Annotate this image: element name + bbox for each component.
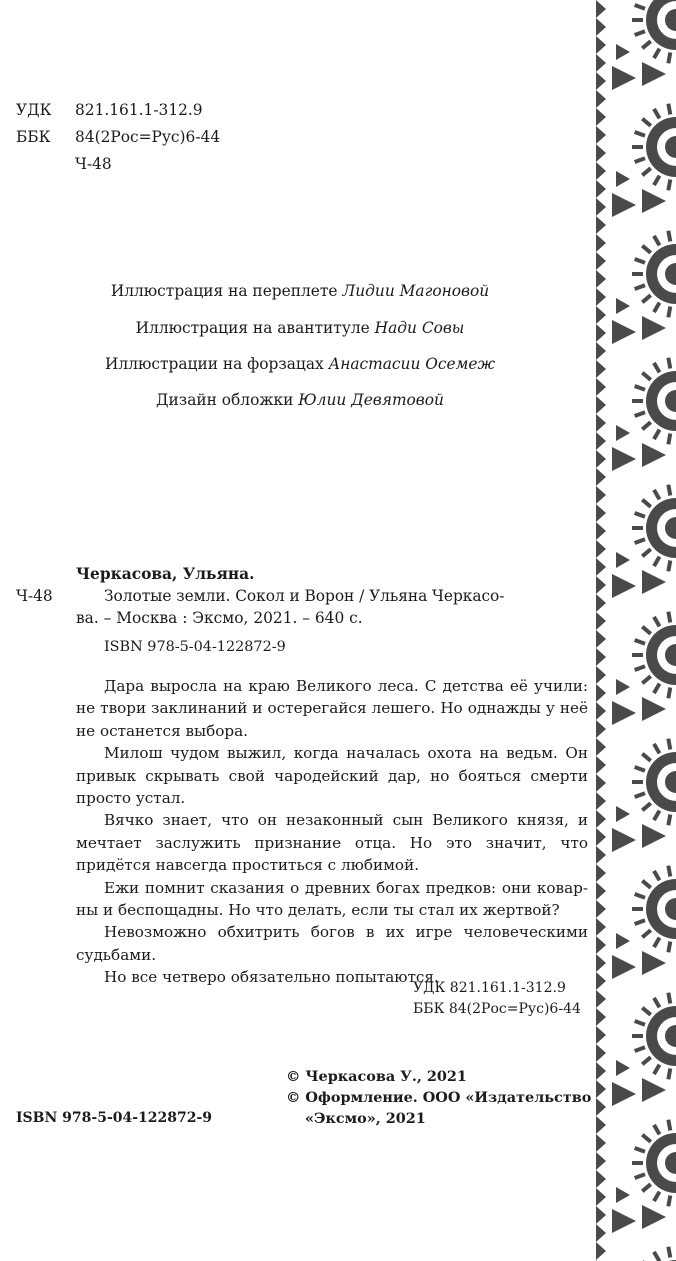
annotation-paragraph: Ежи помнит сказания о древних богах предков: они коварны и беспощадны. Но что делать, если ты стал их жертвой? <box>76 878 588 920</box>
credit-line: Дизайн обложки Юлии Девятовой <box>156 391 444 409</box>
ornament-shape <box>654 1252 660 1261</box>
ornament-shape <box>642 824 666 848</box>
ornament-shape <box>668 485 670 496</box>
ornament-shape <box>635 767 645 771</box>
ornament-shape <box>654 363 660 373</box>
ornament-shape <box>668 104 670 115</box>
ornament-shape <box>612 955 636 979</box>
ornament-shape <box>654 490 660 500</box>
ornament-shape <box>642 189 666 213</box>
ornament-shape <box>635 412 645 416</box>
annotation-paragraph: Невозможно обхитрить богов в их игре человеческими судьбами. <box>76 923 588 964</box>
ornament-shape <box>668 52 670 63</box>
ornament-shape <box>642 168 650 175</box>
ornament-shape <box>616 44 630 60</box>
ornament-shape <box>635 386 645 390</box>
ornament-shape <box>642 41 650 48</box>
ornament-shape <box>642 422 650 429</box>
ornament-shape <box>668 1068 670 1079</box>
ornament-shape <box>654 1065 660 1075</box>
ornament-shape <box>642 1008 650 1015</box>
annotation-paragraph: Но все четверо обязательно попытаются. <box>104 968 439 987</box>
ornament-shape <box>642 754 650 761</box>
ornament-shape <box>635 5 645 9</box>
ornament-shape <box>616 171 630 187</box>
ornament-shape <box>654 811 660 821</box>
bbk-label: ББК <box>16 128 51 146</box>
credit-line: Иллюстрация на переплете Лидии Магоновой <box>110 282 490 300</box>
ornament-shape <box>642 1057 650 1064</box>
ornament-shape <box>616 933 630 949</box>
folk-geometric-border-icon <box>596 0 676 1261</box>
ornament-shape <box>642 500 650 507</box>
ornament-shape <box>612 828 636 852</box>
ornament-shape <box>596 0 606 1261</box>
credit-line: Иллюстрации на форзацах Анастасии Осемеж <box>105 355 495 373</box>
ornament-shape <box>642 1135 650 1142</box>
ornament-shape <box>668 560 670 571</box>
ornament-shape <box>635 666 645 670</box>
ornament-shape <box>668 739 670 750</box>
ornament-shape <box>642 295 650 302</box>
ornament-shape <box>654 557 660 567</box>
ornament-shape <box>668 231 670 242</box>
ornament-shape <box>642 930 650 937</box>
ornament-shape <box>642 549 650 556</box>
ornament-shape <box>654 236 660 246</box>
ornament-shape <box>642 697 666 721</box>
udk-label: УДК <box>16 101 52 119</box>
ornament-shape <box>668 1247 670 1258</box>
ornament-shape <box>668 612 670 623</box>
ornament-shape <box>654 938 660 948</box>
ornament-shape <box>654 49 660 59</box>
ornament-shape <box>635 539 645 543</box>
ornament-shape <box>635 158 645 162</box>
ornament-shape <box>635 894 645 898</box>
ornament-shape <box>612 1209 636 1233</box>
ornament-shape <box>642 119 650 126</box>
ornament-shape <box>654 1192 660 1202</box>
catalog-title-line: ва. – Москва : Эксмо, 2021. – 640 с. <box>76 609 363 627</box>
udk-value: 821.161.1-312.9 <box>75 101 203 119</box>
annotation <box>76 675 588 989</box>
ornament-shape <box>654 744 660 754</box>
ornament-shape <box>668 866 670 877</box>
ornament-shape <box>642 1078 666 1102</box>
ornament-shape <box>635 1047 645 1051</box>
catalog-isbn: ISBN 978-5-04-122872-9 <box>104 639 286 655</box>
ornament-shape <box>642 1184 650 1191</box>
ornament-shape <box>616 552 630 568</box>
ornament-shape <box>642 443 666 467</box>
ornament-shape <box>616 1060 630 1076</box>
footer-bbk: ББК 84(2Рос=Рус)6-44 <box>413 1001 581 1017</box>
ornament-shape <box>642 881 650 888</box>
copyright-publisher: «Эксмо», 2021 <box>305 1110 426 1127</box>
ornament-shape <box>635 285 645 289</box>
ornament-shape <box>668 941 670 952</box>
ornament-shape <box>668 179 670 190</box>
ornament-shape <box>612 1082 636 1106</box>
ornament-shape <box>654 109 660 119</box>
annotation-paragraph: Дара выросла на краю Великого леса. С детства её учили: не твори заклинаний и остерегайся лешего. Но однажды у неё не останется выбора. <box>76 677 588 740</box>
ornament-shape <box>668 1195 670 1206</box>
ornament-shape <box>635 132 645 136</box>
ornament-shape <box>654 871 660 881</box>
ornament-shape <box>635 1021 645 1025</box>
ornament-shape <box>635 640 645 644</box>
annotation-paragraph: Вячко знает, что он незаконный сын Великого князя, и мечтает заслужить признание отца. Но это значит, что придётся навсегда проститься с любимой. <box>76 811 588 875</box>
ornament-shape <box>642 627 650 634</box>
ornament-shape <box>635 920 645 924</box>
ornament-shape <box>616 806 630 822</box>
ornament-shape <box>642 373 650 380</box>
ornament-shape <box>654 430 660 440</box>
ornament-shape <box>635 1174 645 1178</box>
ornament-shape <box>642 676 650 683</box>
ornament-shape <box>668 1120 670 1131</box>
ornament-shape <box>635 513 645 517</box>
ornament-shape <box>668 306 670 317</box>
ornament-shape <box>616 1187 630 1203</box>
ornament-shape <box>654 1125 660 1135</box>
footer-udk: УДК 821.161.1-312.9 <box>413 980 566 996</box>
bbk-value: 84(2Рос=Рус)6-44 <box>75 128 221 146</box>
ornament-shape <box>642 570 666 594</box>
ornament-shape <box>635 31 645 35</box>
copyright-author: © Черкасова У., 2021 <box>286 1068 467 1085</box>
ornament-shape <box>635 259 645 263</box>
catalog-author-heading: Черкасова, Ульяна. <box>76 565 255 583</box>
ornament-shape <box>654 684 660 694</box>
ornament-shape <box>668 433 670 444</box>
ornament-shape <box>635 1148 645 1152</box>
catalog-title-line: Золотые земли. Сокол и Ворон / Ульяна Черкасо- <box>104 587 505 605</box>
ornament-shape <box>642 246 650 253</box>
ornament-shape <box>612 701 636 725</box>
ornament-shape <box>668 814 670 825</box>
ornament-shape <box>616 298 630 314</box>
ornament-shape <box>616 425 630 441</box>
annotation-paragraph: Милош чудом выжил, когда началась охота на ведьм. Он привык скрывать свой чародейский дар, но бояться смерти просто устал. <box>76 744 588 808</box>
catalog-author-mark: Ч-48 <box>16 587 53 605</box>
ornament-shape <box>642 951 666 975</box>
ornament-shape <box>654 303 660 313</box>
ornament-shape <box>612 66 636 90</box>
footer-isbn: ISBN 978-5-04-122872-9 <box>16 1110 213 1126</box>
ornament-shape <box>642 62 666 86</box>
ornament-shape <box>668 687 670 698</box>
ornament-shape <box>612 320 636 344</box>
ornament-shape <box>616 679 630 695</box>
ornament-shape <box>654 617 660 627</box>
author-mark: Ч-48 <box>75 155 112 173</box>
ornament-shape <box>642 1205 666 1229</box>
ornament-shape <box>642 803 650 810</box>
ornament-shape <box>612 574 636 598</box>
ornament-shape <box>654 998 660 1008</box>
ornament-shape <box>654 176 660 186</box>
ornament-shape <box>642 316 666 340</box>
copyright-design: © Оформление. ООО «Издательство <box>286 1089 592 1106</box>
ornament-shape <box>635 793 645 797</box>
ornament-shape <box>612 447 636 471</box>
ornament-shape <box>668 993 670 1004</box>
credit-line: Иллюстрация на авантитуле Нади Совы <box>135 319 465 337</box>
ornament-shape <box>668 358 670 369</box>
ornament-shape <box>612 193 636 217</box>
